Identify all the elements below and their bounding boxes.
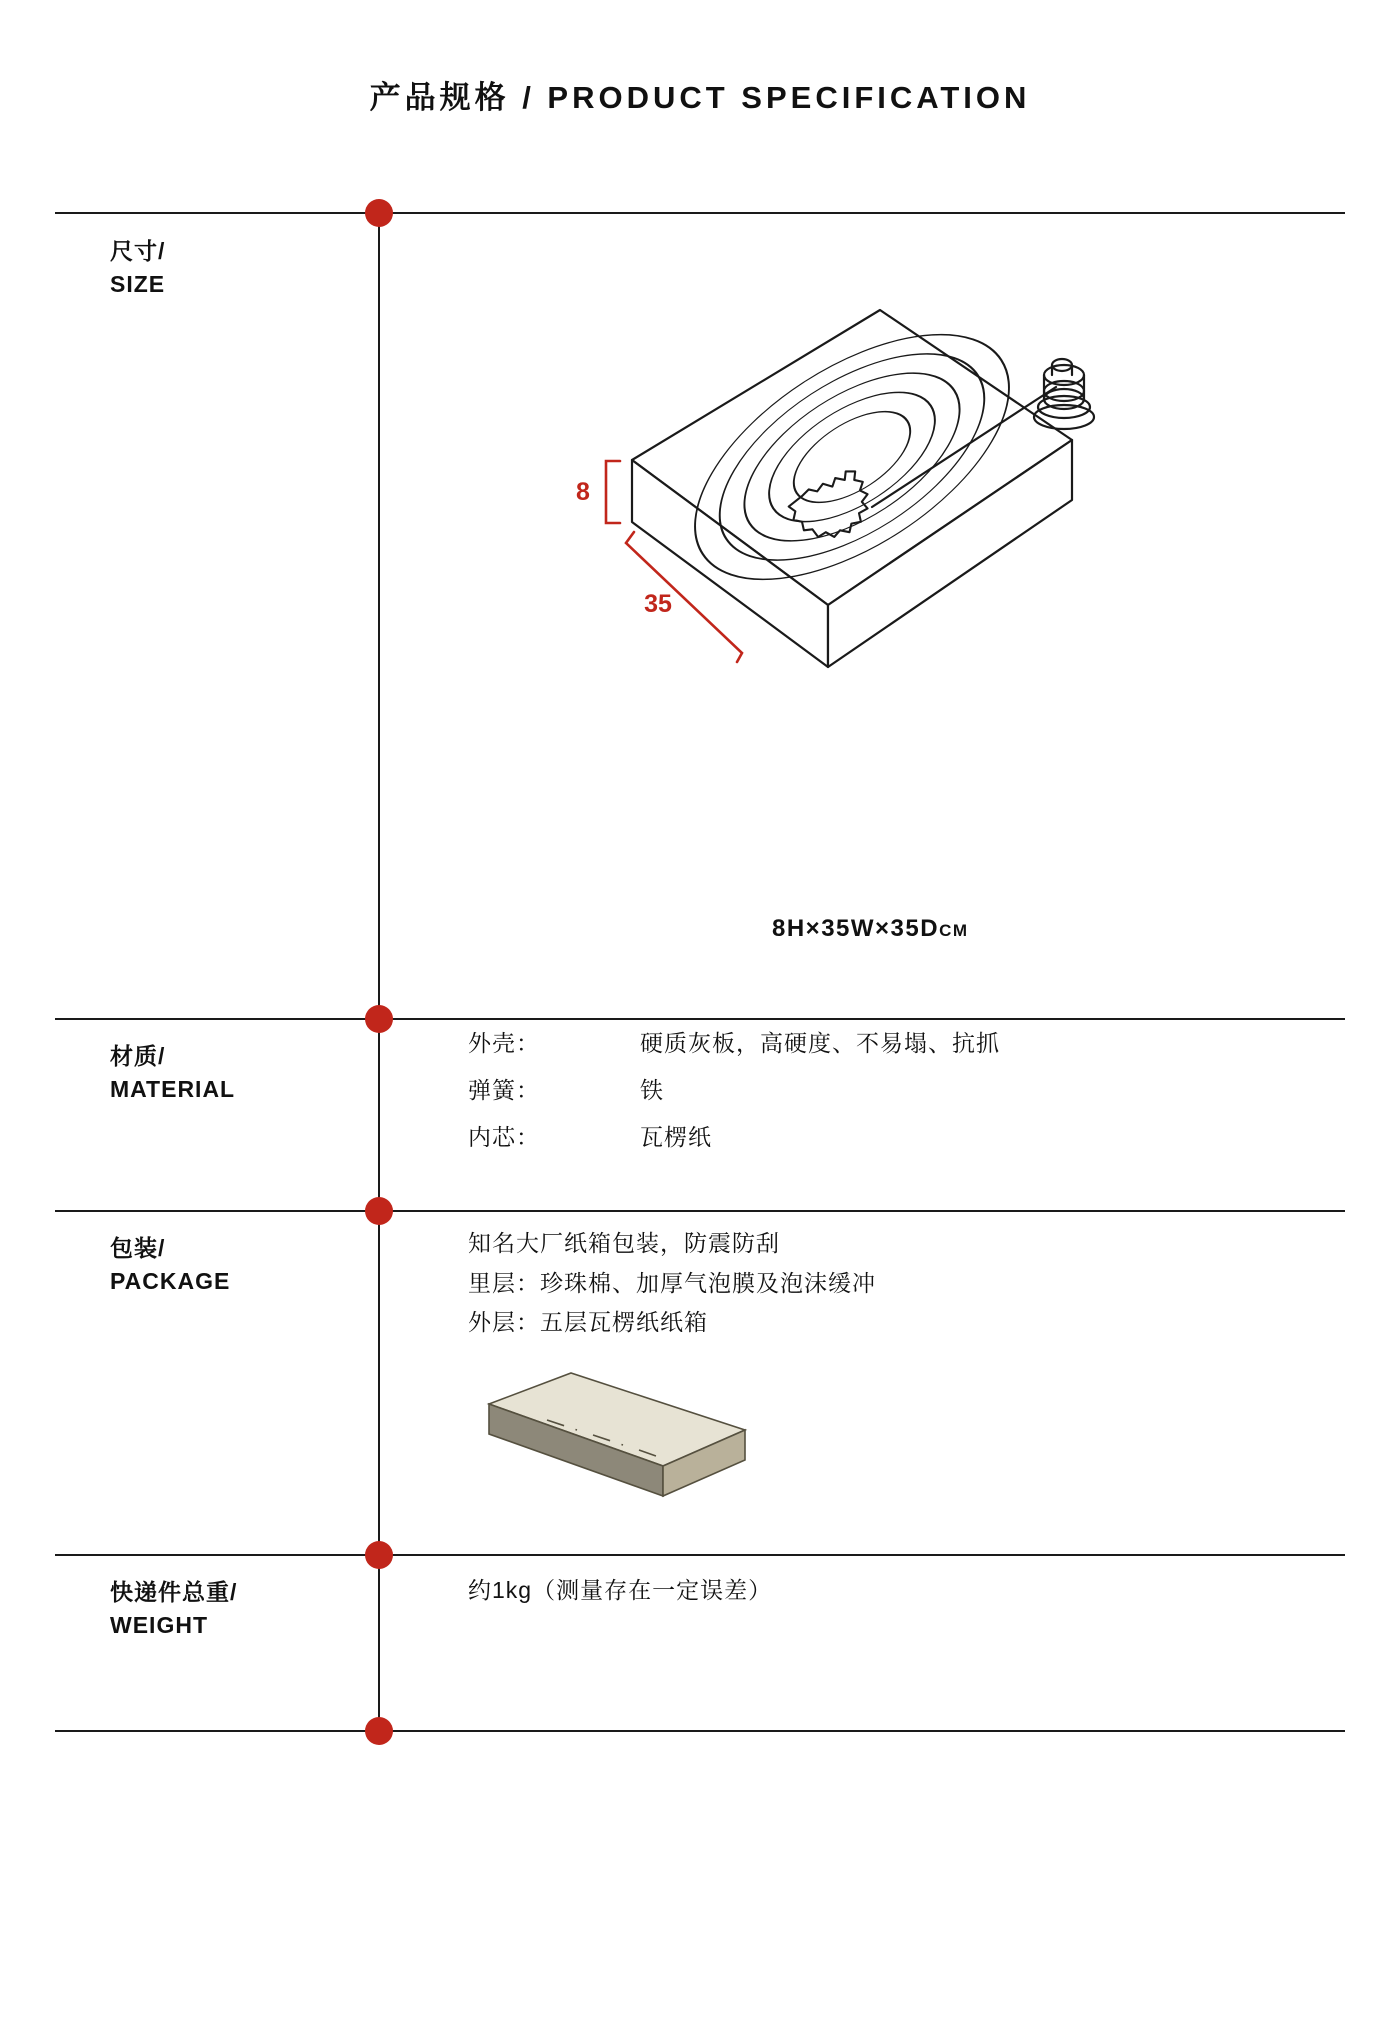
divider-size-material: [55, 1018, 1345, 1020]
row-label-package: [110, 1232, 360, 1299]
column-divider: [378, 212, 380, 1732]
material-value: 铁: [640, 1077, 664, 1103]
timeline-dot-4: [365, 1541, 393, 1569]
material-spec-list: [468, 1032, 1000, 1173]
material-key: 内芯：: [468, 1124, 540, 1150]
timeline-dot-2: [365, 1005, 393, 1033]
carton-illustration: [455, 1368, 775, 1508]
row-label-weight: [110, 1576, 360, 1643]
package-line: 知名大厂纸箱包装，防震防刮: [468, 1230, 780, 1256]
package-line: 外层：五层瓦楞纸纸箱: [468, 1309, 708, 1336]
timeline-dot-5: [365, 1717, 393, 1745]
row-label-size: [110, 235, 360, 302]
material-value: 硬质灰板，高硬度、不易塌、抗抓: [640, 1030, 1000, 1056]
divider-top: [55, 212, 1345, 214]
row-label-material-cn: 材质/: [110, 1043, 166, 1069]
divider-material-package: [55, 1210, 1345, 1212]
material-key: 弹簧：: [468, 1077, 540, 1103]
page-title: 产品规格 / PRODUCT SPECIFICATION: [369, 80, 1031, 115]
material-key: 外壳：: [468, 1030, 540, 1056]
material-value: 瓦楞纸: [640, 1124, 712, 1150]
material-row: [468, 1079, 1000, 1102]
row-label-material-en: MATERIAL: [110, 1076, 236, 1103]
row-label-weight-cn: 快递件总重/: [110, 1579, 238, 1605]
timeline-dot-3: [365, 1197, 393, 1225]
material-row: [468, 1032, 1000, 1055]
row-label-package-en: PACKAGE: [110, 1268, 231, 1295]
divider-package-weight: [55, 1554, 1345, 1556]
material-row: [468, 1126, 1000, 1149]
row-label-size-cn: 尺寸/: [110, 238, 166, 264]
package-description: [468, 1224, 876, 1343]
product-illustration: [460, 275, 1200, 895]
package-line: 里层：珍珠棉、加厚气泡膜及泡沫缓冲: [468, 1269, 876, 1296]
row-label-weight-en: WEIGHT: [110, 1612, 208, 1639]
size-caption: [772, 915, 969, 943]
dimension-width-label: 35: [644, 590, 672, 618]
row-label-material: [110, 1040, 360, 1107]
weight-value: 约1kg（测量存在一定误差）: [468, 1577, 773, 1603]
row-label-size-en: SIZE: [110, 271, 166, 298]
divider-bottom: [55, 1730, 1345, 1732]
row-label-package-cn: 包装/: [110, 1235, 166, 1261]
timeline-dot-1: [365, 199, 393, 227]
size-caption-text: 8H×35W×35D: [772, 915, 940, 942]
size-caption-unit: CM: [939, 921, 969, 940]
dimension-height-label: 8: [576, 478, 590, 506]
